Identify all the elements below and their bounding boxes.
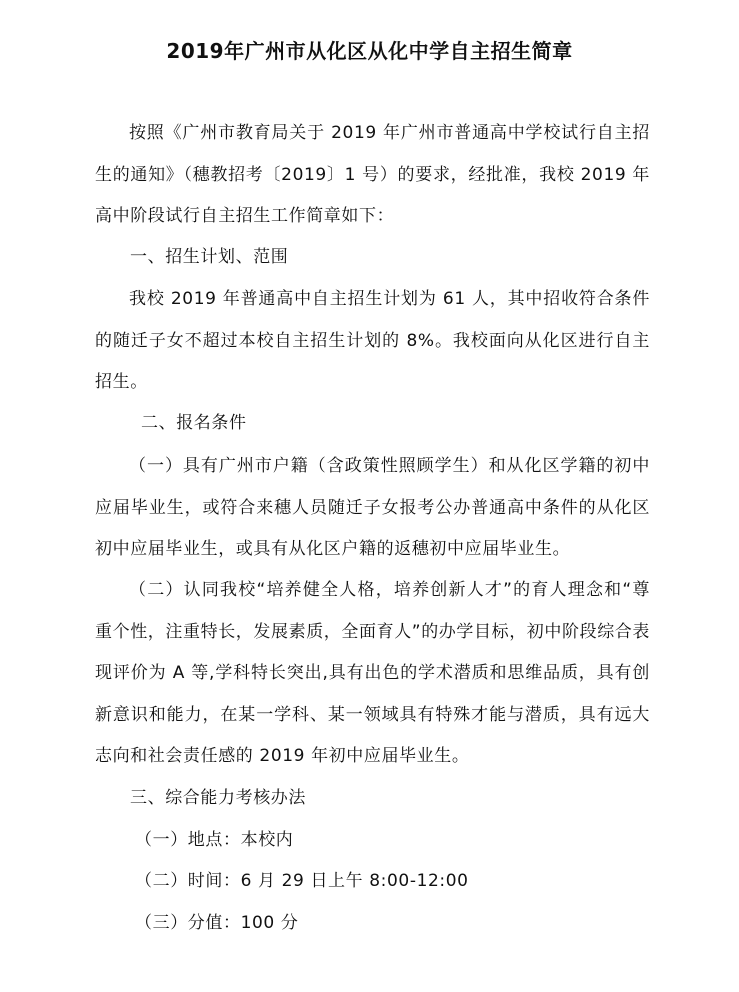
section-2-paragraph-1: （一）具有广州市户籍（含政策性照顾学生）和从化区学籍的初中应届毕业生，或符合来穗人员随迁子女报考公办普通高中条件的从化区初中应届毕业生，或具有从化区户籍的返穗初中应届毕业生。 (95, 456, 650, 559)
section-heading-3: 三、综合能力考核办法 (130, 788, 306, 808)
assessment-time: （二）时间：6 月 29 日上午 8:00-12:00 (135, 871, 469, 891)
section-heading-1: 一、招生计划、范围 (130, 247, 289, 267)
intro-paragraph: 按照《广州市教育局关于 2019 年广州市普通高中学校试行自主招生的通知》（穗教招考〔2019〕1 号）的要求，经批准，我校 2019 年高中阶段试行自主招生工作简章如下： (95, 123, 650, 226)
section-heading-2: 二、报名条件 (141, 413, 247, 433)
assessment-location: （一）地点：本校内 (135, 830, 294, 850)
section-2-paragraph-2: （二）认同我校“培养健全人格，培养创新人才”的育人理念和“尊重个性，注重特长，发展素质，全面育人”的办学目标，初中阶段综合表现评价为 A 等,学科特长突出,具有出色的学术潜质和思维品质，具有创新意识和能力，在某一学科、某一领域具有特殊才能与潜质，具有远大志向和社会责任感的 2019 年初中应届毕业生。 (95, 580, 651, 766)
section-1-paragraph: 我校 2019 年普通高中自主招生计划为 61 人，其中招收符合条件的随迁子女不超过本校自主招生计划的 8%。我校面向从化区进行自主招生。 (95, 289, 650, 392)
assessment-score: （三）分值：100 分 (135, 913, 299, 933)
document-title: 2019年广州市从化区从化中学自主招生简章 (166, 39, 573, 63)
